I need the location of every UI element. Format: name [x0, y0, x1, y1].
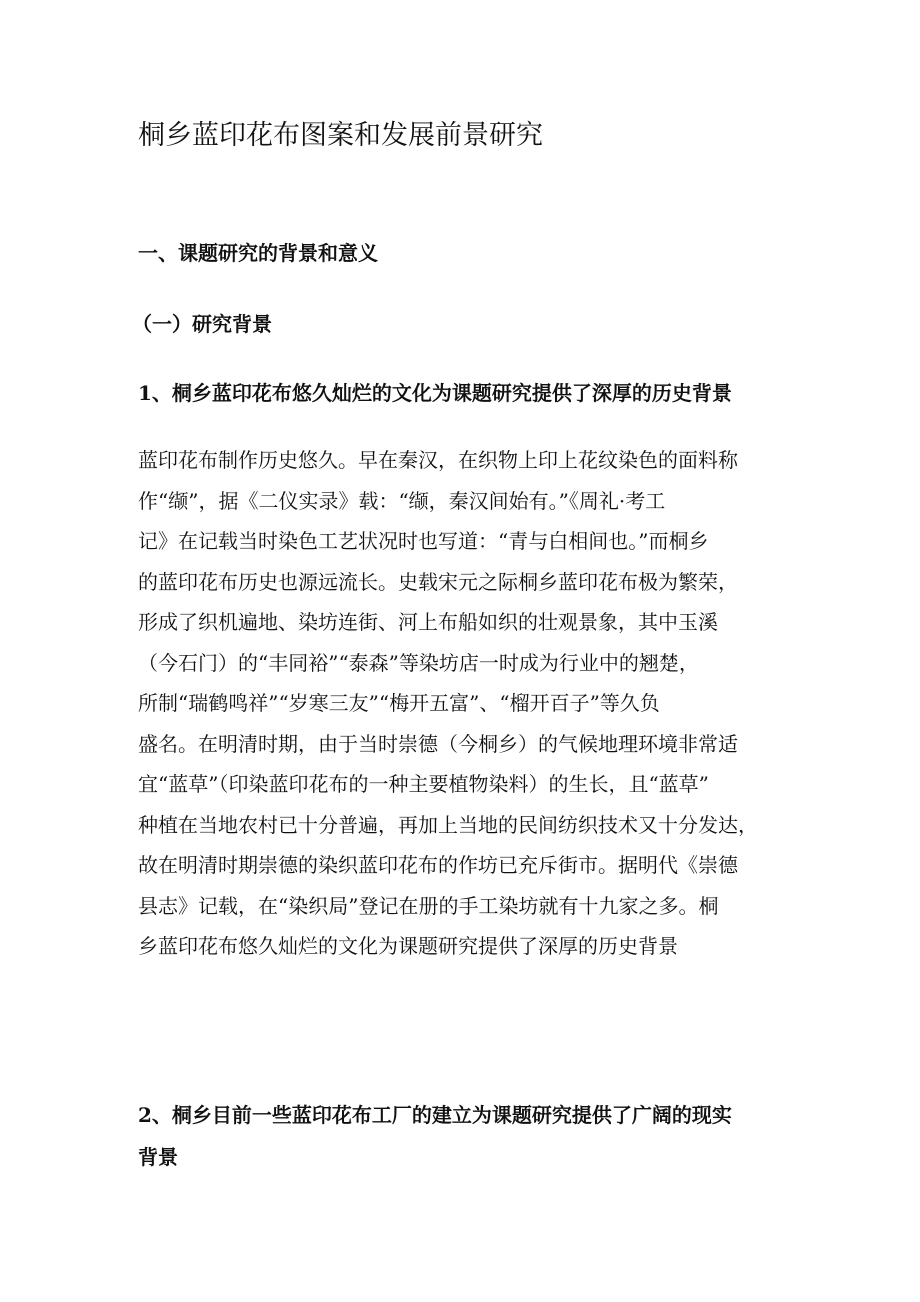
- heading-line: 2、桐乡目前一些蓝印花布工厂的建立为课题研究提供了广阔的现实: [138, 1103, 732, 1127]
- subsection-heading-research-background: （一）研究背景: [132, 312, 272, 336]
- paragraph-line: 宜“蓝草”（印染蓝印花布的一种主要植物染料）的生长，且“蓝草”: [138, 772, 709, 796]
- paragraph-line: 乡蓝印花布悠久灿烂的文化为课题研究提供了深厚的历史背景: [138, 934, 678, 958]
- paragraph-line: 的蓝印花布历史也源远流长。史载宋元之际桐乡蓝印花布极为繁荣，: [138, 569, 738, 594]
- paragraph-line: 故在明清时期崇德的染织蓝印花布的作坊已充斥街市。据明代《崇德: [138, 853, 738, 877]
- point-heading-historical-background: 1、桐乡蓝印花布悠久灿烂的文化为课题研究提供了深厚的历史背景: [138, 381, 732, 405]
- paragraph-line: 蓝印花布制作历史悠久。早在秦汉，在织物上印上花纹染色的面料称: [138, 448, 738, 472]
- paragraph-line: 种植在当地农村已十分普遍，再加上当地的民间纺织技术又十分发达，: [138, 812, 758, 837]
- paragraph-line: 县志》记载，在“染织局”登记在册的手工染坊就有十九家之多。桐: [138, 893, 719, 918]
- point-heading-realistic-background: [138, 1094, 798, 1178]
- section-heading-background-significance: 一、课题研究的背景和意义: [138, 241, 378, 265]
- paragraph-line: 所制“瑞鹤鸣祥”“岁寒三友”“梅开五富”、“榴开百子”等久负: [138, 691, 660, 715]
- paragraph-line: 作“缬”，据《二仪实录》载：“缬，秦汉间始有。”《周礼·考工: [138, 488, 666, 513]
- body-paragraph-history: [138, 440, 788, 967]
- paragraph-line: 盛名。在明清时期，由于当时崇德（今桐乡）的气候地理环境非常适: [138, 731, 738, 756]
- heading-line: 背景: [138, 1145, 178, 1169]
- paragraph-line: 记》在记载当时染色工艺状况时也写道：“青与白相间也。”而桐乡: [138, 529, 709, 553]
- document-title: 桐乡蓝印花布图案和发展前景研究: [138, 120, 543, 151]
- paragraph-line: （今石门）的“丰同裕”“泰森”等染坊店一时成为行业中的翘楚，: [138, 650, 699, 675]
- paragraph-line: 形成了织机遍地、染坊连街、河上布船如织的壮观景象，其中玉溪: [138, 610, 718, 634]
